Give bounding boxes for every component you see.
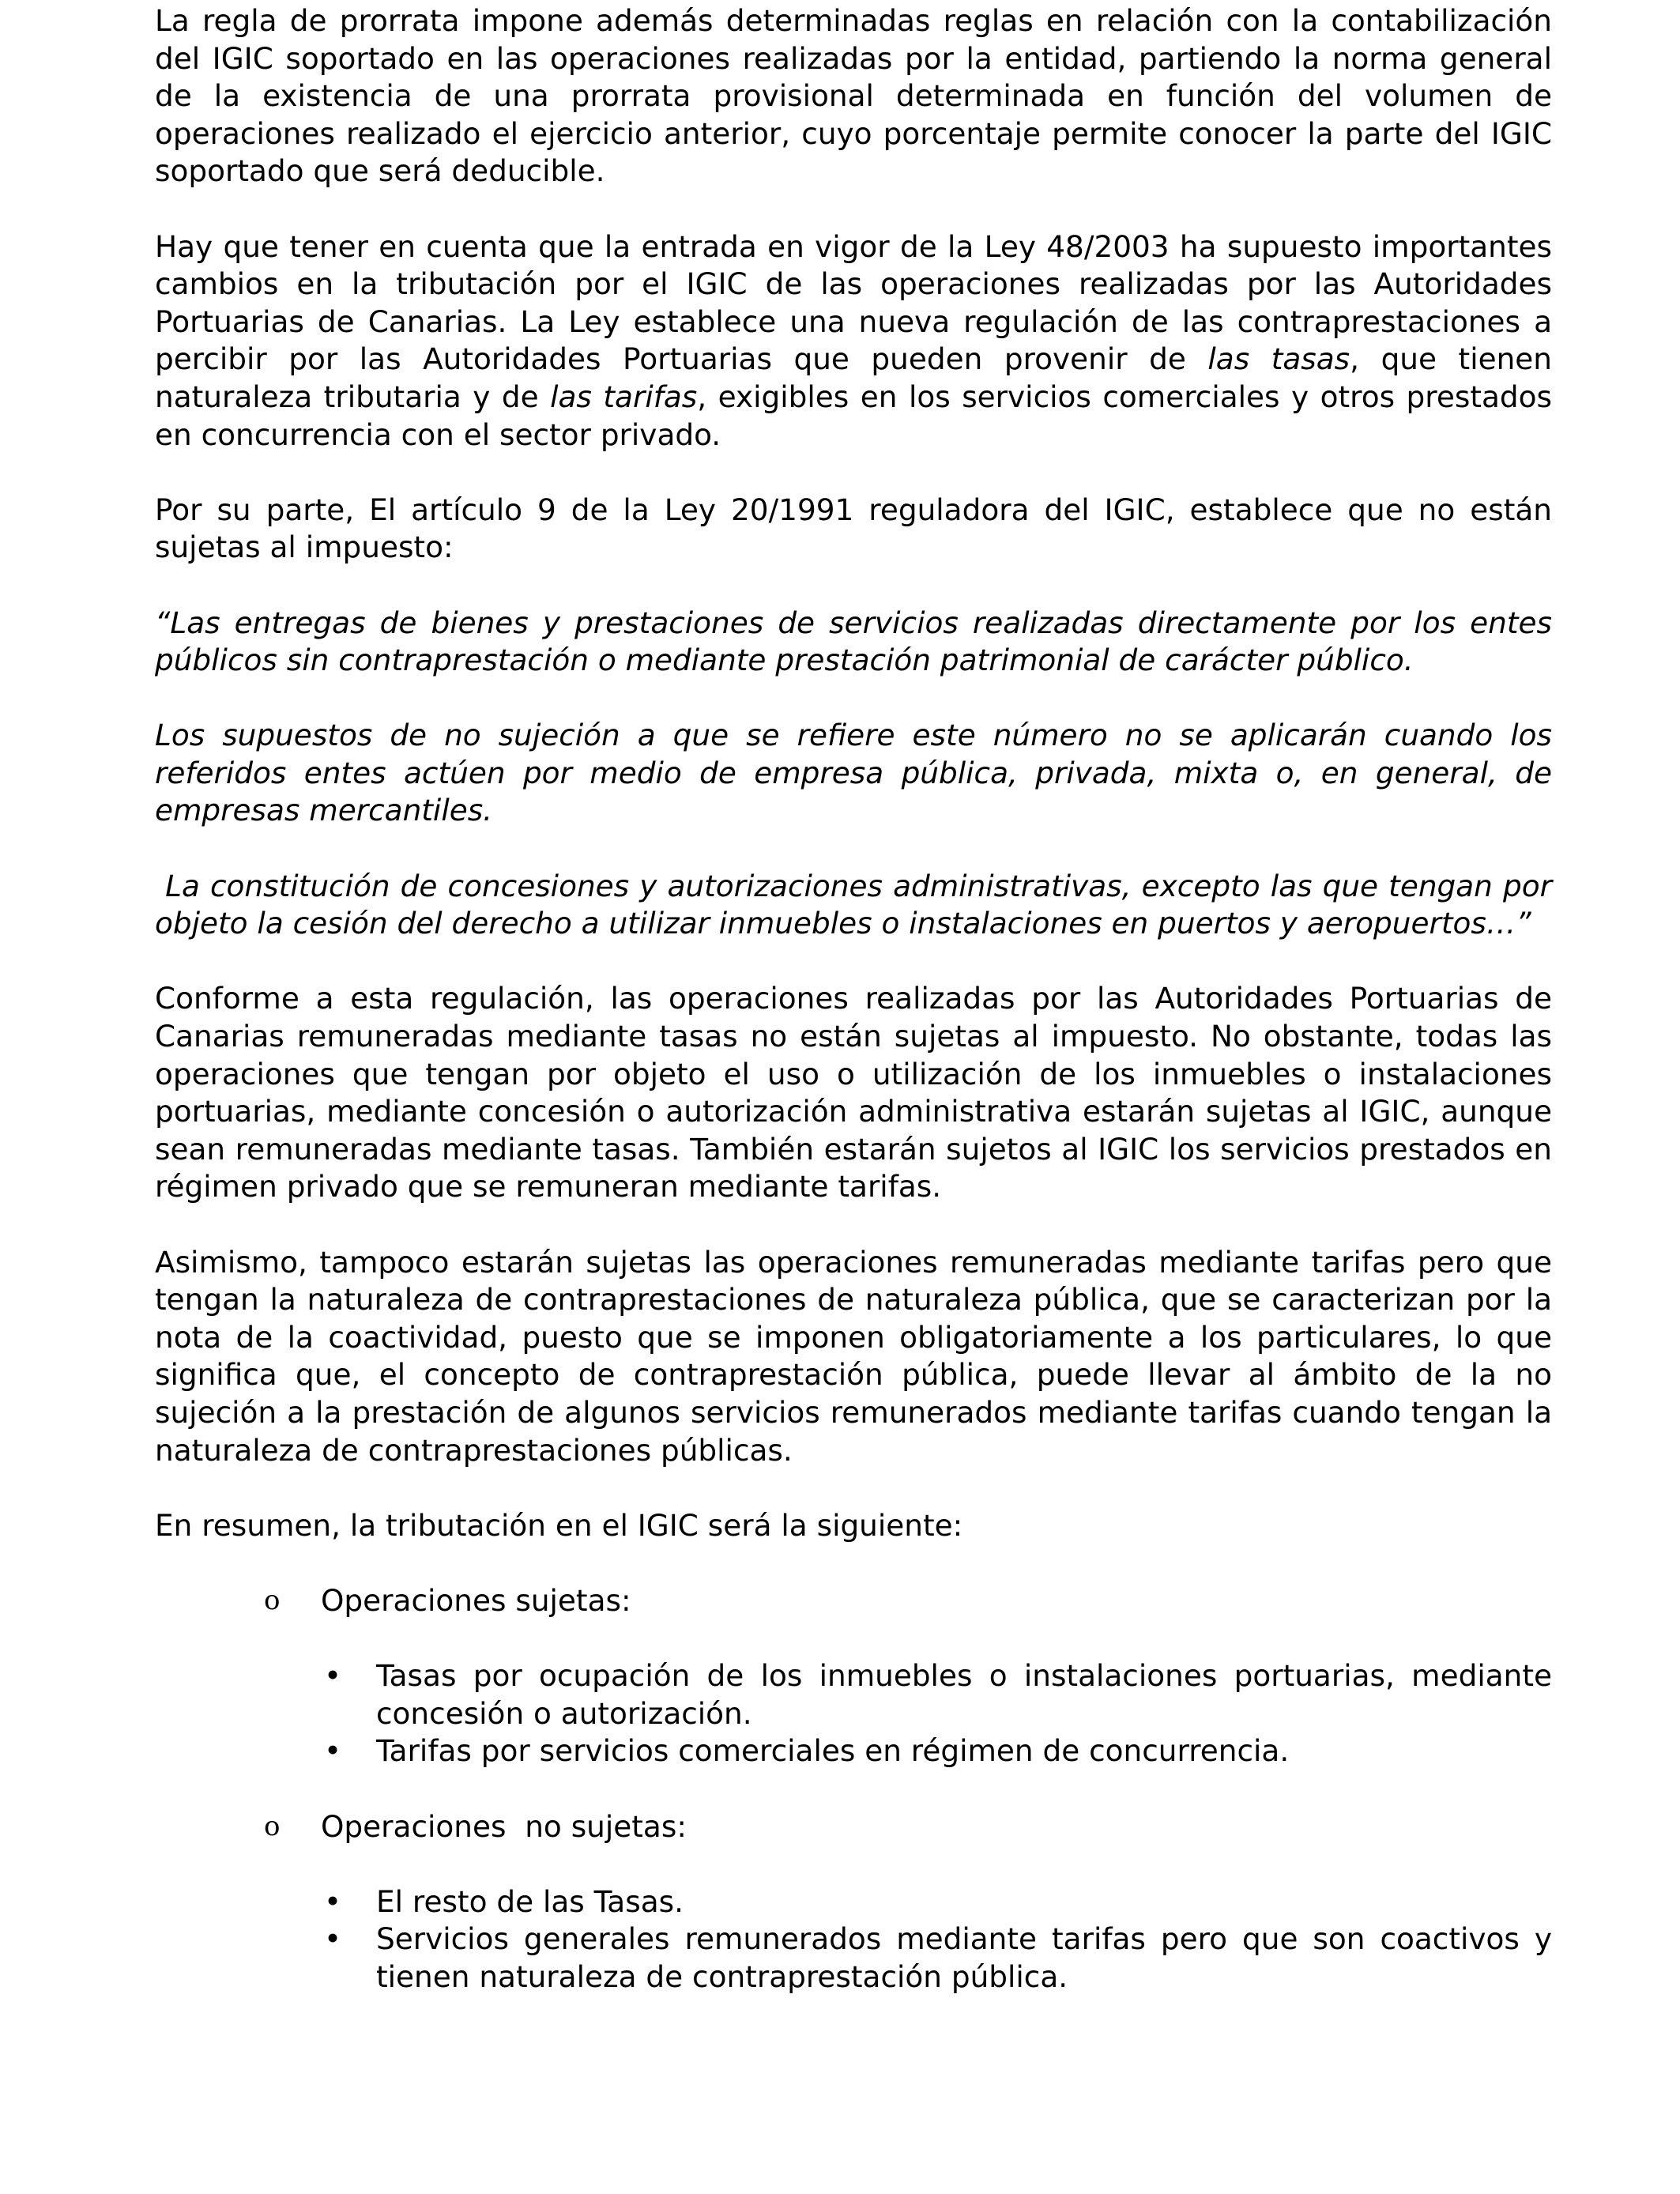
paragraph-ley-text-e: , exigibles en los servicios comerciales y otros prestados en concurrencia con el sector privado.	[155, 379, 1552, 452]
list-item	[155, 1883, 1552, 1921]
list-item	[155, 1732, 1552, 1770]
bullet-icon: •	[324, 1921, 342, 1957]
paragraph-asimismo: Asimismo, tampoco estarán sujetas las operaciones remuneradas mediante tarifas pero que tengan la naturaleza de contraprestaciones de naturaleza pública, que se caracterizan por la nota de la coactividad, puesto que se imponen obligatoriamente a los particulares, lo que significa que, el concepto de contraprestación pública, puede llevar al ámbito de la no sujeción a la prestación de algunos servicios remunerados mediante tarifas cuando tengan la naturaleza de contraprestaciones públicas.	[155, 1244, 1552, 1468]
bullet-icon: •	[324, 1733, 342, 1769]
paragraph-ley-text-a: Hay que tener en cuenta que la entrada en vigor de la Ley 48/2003 ha supuesto importantes cambios en la tributación por el IGIC de las operaciones realizadas por las Autoridades Portuarias de Canarias. La Ley establece una nueva regulación de las contraprestaciones a percibir por las Autoridades Portuarias que pueden provenir de	[155, 228, 1552, 377]
circle-bullet-icon: o	[264, 1584, 281, 1616]
circle-bullet-icon: o	[264, 1810, 281, 1842]
list-heading-no-sujetas	[155, 1808, 1552, 1846]
list-item-text: Tasas por ocupación de los inmuebles o instalaciones portuarias, mediante concesión o autorización.	[376, 1658, 1552, 1731]
paragraph-ley-48-2003	[155, 228, 1552, 454]
quote-entregas: “Las entregas de bienes y prestaciones de servicios realizadas directamente por los entes públicos sin contraprestación o mediante prestación patrimonial de carácter público.	[155, 605, 1552, 678]
list-heading-text: Operaciones no sujetas:	[321, 1808, 687, 1844]
document-page	[155, 2, 1561, 2034]
list-item	[155, 1921, 1552, 1996]
list-item-text: Servicios generales remunerados mediante tarifas pero que son coactivos y tienen naturaleza de contraprestación pública.	[376, 1921, 1552, 1994]
bullet-icon: •	[324, 1658, 342, 1694]
paragraph-ley-italic-tarifas: las tarifas	[550, 379, 698, 414]
list-heading-sujetas	[155, 1582, 1552, 1620]
paragraph-ley-italic-tasas: las tasas	[1207, 341, 1350, 377]
bullet-list-sujetas	[155, 1657, 1552, 1770]
list-item-text: El resto de las Tasas.	[376, 1883, 684, 1919]
list-item	[155, 1657, 1552, 1732]
paragraph-ley-text-c: , que tienen naturaleza tributaria y de	[155, 341, 1552, 414]
paragraph-articulo-9: Por su parte, El artículo 9 de la Ley 20/1991 reguladora del IGIC, establece que no están sujetas al impuesto:	[155, 492, 1552, 565]
paragraph-resumen: En resumen, la tributación en el IGIC será la siguiente:	[155, 1507, 963, 1543]
quote-concesiones: La constitución de concesiones y autorizaciones administrativas, excepto las que tengan por objeto la cesión del derecho a utilizar inmuebles o instalaciones en puertos y aeropuertos…”	[155, 868, 1561, 941]
quote-supuestos: Los supuestos de no sujeción a que se refiere este número no se aplicarán cuando los referidos entes actúen por medio de empresa pública, privada, mixta o, en general, de empresas mercantiles.	[155, 718, 1552, 828]
paragraph-prorrata: La regla de prorrata impone además determinadas reglas en relación con la contabilización del IGIC soportado en las operaciones realizadas por la entidad, partiendo la norma general de la existencia de una prorrata provisional determinada en función del volumen de operaciones realizado el ejercicio anterior, cuyo porcentaje permite conocer la parte del IGIC soportado que será deducible.	[155, 3, 1552, 189]
list-heading-text: Operaciones sujetas:	[321, 1582, 631, 1618]
bullet-icon: •	[324, 1883, 342, 1919]
bullet-list-no-sujetas	[155, 1883, 1552, 1996]
list-item-text: Tarifas por servicios comerciales en régimen de concurrencia.	[376, 1733, 1290, 1769]
paragraph-conforme: Conforme a esta regulación, las operaciones realizadas por las Autoridades Portuarias de Canarias remuneradas mediante tasas no están sujetas al impuesto. No obstante, todas las operaciones que tengan por objeto el uso o utilización de los inmuebles o instalaciones portuarias, mediante concesión o autorización administrativa estarán sujetas al IGIC, aunque sean remuneradas mediante tasas. También estarán sujetos al IGIC los servicios prestados en régimen privado que se remuneran mediante tarifas.	[155, 981, 1552, 1204]
